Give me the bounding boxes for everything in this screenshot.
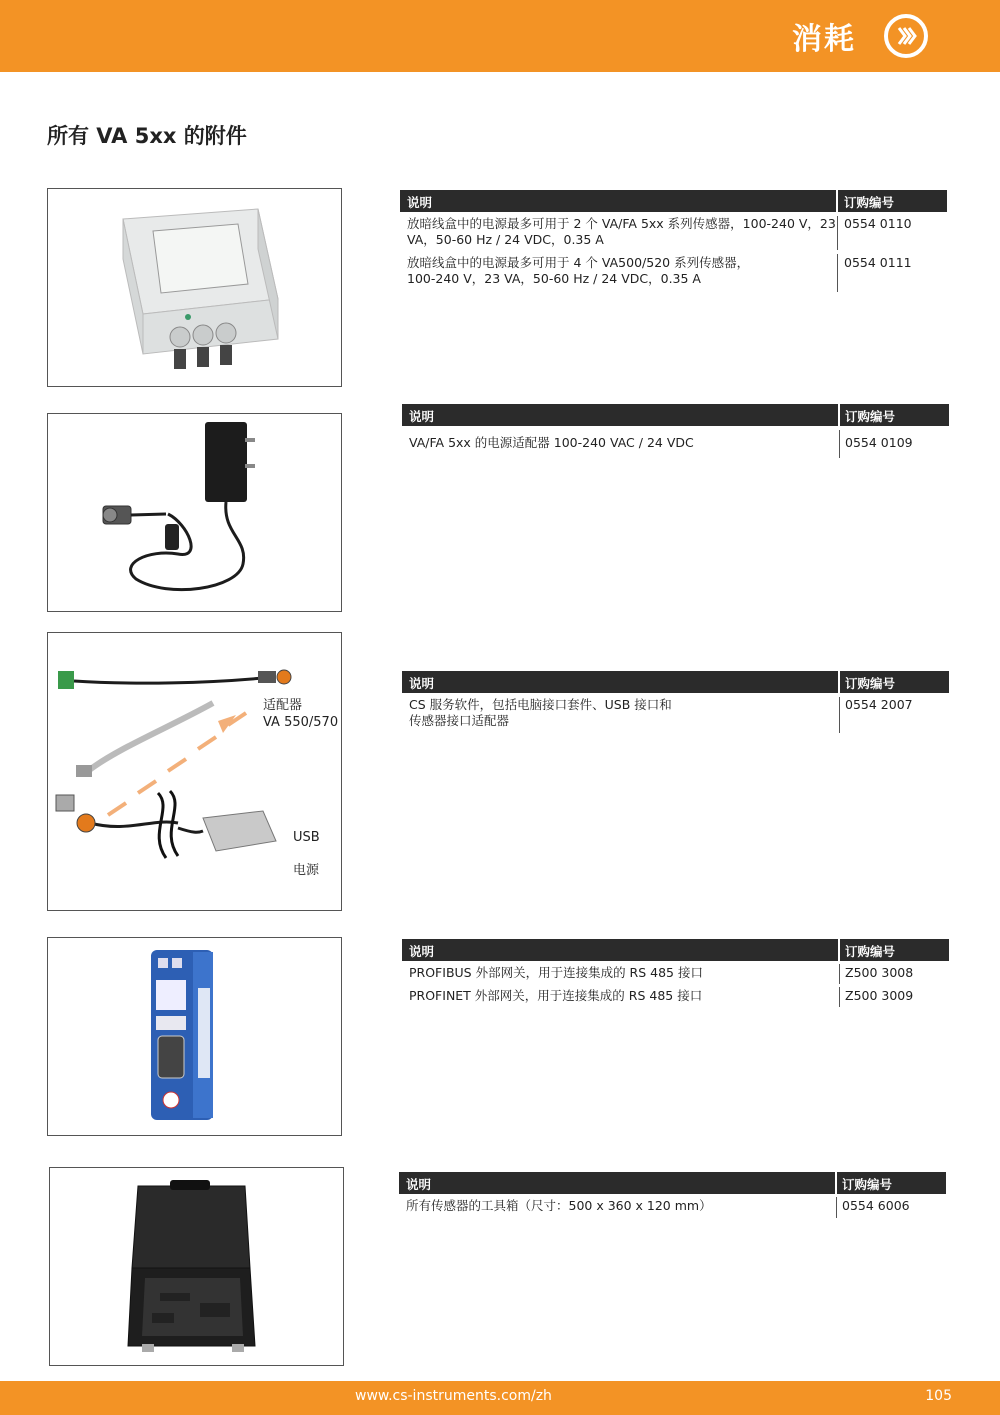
row-description: 放暗线盒中的电源最多可用于 4 个 VA500/520 系列传感器， 100-240 V，23 VA，50-60 Hz / 24 VDC，0.35 A bbox=[407, 255, 750, 286]
header-bar bbox=[0, 0, 1000, 72]
table-power-adapter bbox=[402, 404, 949, 460]
row-order-number: 0554 0109 bbox=[845, 435, 913, 450]
table-distribution-box bbox=[400, 190, 947, 292]
row-order-number: 0554 6006 bbox=[842, 1198, 910, 1213]
row-description: PROFINET 外部网关，用于连接集成的 RS 485 接口 bbox=[409, 988, 703, 1003]
row-order-number: Z500 3009 bbox=[845, 988, 914, 1003]
table-row bbox=[402, 426, 949, 460]
caption-usb: USB bbox=[293, 830, 320, 845]
col-order-number-header: 订购编号 bbox=[845, 409, 896, 424]
col-description-header: 说明 bbox=[409, 944, 435, 959]
row-order-number: 0554 0110 bbox=[844, 216, 912, 231]
table-row bbox=[400, 212, 947, 252]
table-row bbox=[400, 252, 947, 292]
table-header bbox=[400, 190, 947, 212]
table-row bbox=[402, 961, 949, 984]
row-order-number: Z500 3008 bbox=[845, 965, 914, 980]
row-description: 所有传感器的工具箱（尺寸：500 x 360 x 120 mm） bbox=[406, 1198, 712, 1213]
caption-power: 电源 bbox=[293, 863, 320, 878]
col-order-number-header: 订购编号 bbox=[845, 944, 896, 959]
table-header bbox=[402, 939, 949, 961]
table-tool-case bbox=[399, 1172, 946, 1218]
col-description-header: 说明 bbox=[409, 676, 435, 691]
cs-instruments-logo-icon bbox=[884, 14, 928, 58]
table-external-gateway bbox=[402, 939, 949, 1008]
distribution-box-photo bbox=[47, 188, 342, 387]
table-row bbox=[402, 984, 949, 1008]
caption-adapter: 适配器 VA 550/570 bbox=[263, 698, 339, 730]
col-order-number-header: 订购编号 bbox=[844, 195, 895, 210]
table-header bbox=[399, 1172, 946, 1194]
section-title: 消耗 bbox=[792, 22, 856, 57]
col-description-header: 说明 bbox=[407, 195, 433, 210]
row-description: VA/FA 5xx 的电源适配器 100-240 VAC / 24 VDC bbox=[409, 435, 694, 450]
row-order-number: 0554 0111 bbox=[844, 255, 912, 270]
page-number: 105 bbox=[925, 1388, 952, 1404]
col-order-number-header: 订购编号 bbox=[842, 1177, 893, 1192]
table-row bbox=[402, 693, 949, 733]
row-order-number: 0554 2007 bbox=[845, 697, 913, 712]
col-description-header: 说明 bbox=[409, 409, 435, 424]
table-header bbox=[402, 671, 949, 693]
footer-bar bbox=[0, 1381, 1000, 1415]
table-service-software bbox=[402, 671, 949, 733]
col-order-number-header: 订购编号 bbox=[845, 676, 896, 691]
col-description-header: 说明 bbox=[406, 1177, 432, 1192]
external-gateway-photo bbox=[47, 937, 342, 1136]
row-description: 放暗线盒中的电源最多可用于 2 个 VA/FA 5xx 系列传感器，100-240 V，23 VA，50-60 Hz / 24 VDC，0.35 A bbox=[407, 216, 836, 247]
table-header bbox=[402, 404, 949, 426]
row-description: PROFIBUS 外部网关，用于连接集成的 RS 485 接口 bbox=[409, 965, 703, 980]
footer-url[interactable]: www.cs-instruments.com/zh bbox=[355, 1388, 552, 1404]
row-description: CS 服务软件，包括电脑接口套件、USB 接口和 传感器接口适配器 bbox=[409, 697, 672, 728]
page-title: 所有 VA 5xx 的附件 bbox=[47, 124, 247, 148]
service-software-kit-photo bbox=[47, 632, 342, 911]
power-adapter-photo bbox=[47, 413, 342, 612]
tool-case-photo bbox=[49, 1167, 344, 1366]
table-row bbox=[399, 1194, 946, 1218]
